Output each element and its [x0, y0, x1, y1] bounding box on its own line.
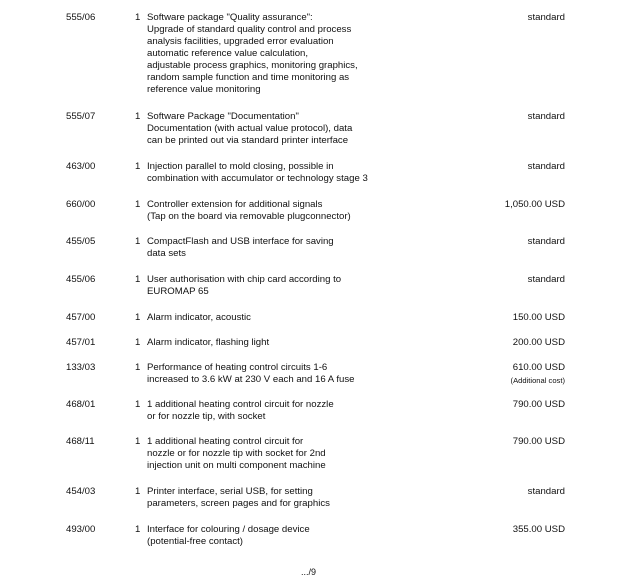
- description-line: data sets: [147, 248, 186, 259]
- item-price: [513, 337, 565, 349]
- item-code: 555/06: [66, 12, 96, 23]
- item-description: [147, 399, 467, 423]
- price-value: 150.00 USD: [512, 312, 565, 323]
- description-line: Performance of heating control circuits 1-6: [147, 362, 328, 373]
- item-price: [528, 161, 565, 173]
- description-line: increased to 3.6 kW at 230 V each and 16 A fuse: [147, 374, 355, 385]
- page-continuation: .../9: [300, 567, 316, 577]
- description-line: injection unit on multi component machine: [147, 460, 326, 471]
- item-description: [147, 362, 467, 386]
- price-value: standard: [527, 274, 565, 285]
- item-quantity: 1: [135, 524, 141, 535]
- item-description: [147, 111, 467, 147]
- description-line: analysis facilities, upgraded error evaluation: [147, 36, 334, 47]
- description-line: or for nozzle tip, with socket: [147, 411, 266, 422]
- item-description: [147, 436, 467, 472]
- item-quantity: 1: [135, 111, 141, 122]
- item-code: 457/01: [66, 337, 96, 348]
- item-price: [511, 362, 565, 386]
- item-quantity: 1: [135, 337, 141, 348]
- item-description: [147, 199, 467, 223]
- item-quantity: 1: [135, 236, 141, 247]
- item-price: [528, 236, 565, 248]
- item-price: [528, 111, 565, 123]
- description-line: automatic reference value calculation,: [147, 48, 309, 59]
- item-code: 660/00: [66, 199, 96, 210]
- description-line: 1 additional heating control circuit for: [147, 436, 304, 447]
- item-description: [147, 274, 467, 298]
- description-line: random sample function and time monitoring as: [147, 72, 350, 83]
- item-description: [147, 337, 467, 349]
- description-line: Interface for colouring / dosage device: [147, 524, 310, 535]
- price-value: standard: [527, 236, 565, 247]
- description-line: EUROMAP 65: [147, 286, 209, 297]
- description-line: (potential-free contact): [147, 536, 243, 547]
- item-code: 454/03: [66, 486, 96, 497]
- item-description: [147, 486, 467, 510]
- description-line: adjustable process graphics, monitoring graphics,: [147, 60, 358, 71]
- item-description: [147, 312, 467, 324]
- item-quantity: 1: [135, 362, 141, 373]
- item-price: [513, 524, 565, 536]
- description-line: parameters, screen pages and for graphics: [147, 498, 330, 509]
- item-code: 493/00: [66, 524, 96, 535]
- item-code: 133/03: [66, 362, 96, 373]
- price-value: 1,050.00 USD: [504, 199, 565, 210]
- price-value: 790.00 USD: [512, 399, 565, 410]
- description-line: Alarm indicator, flashing light: [147, 337, 270, 348]
- item-price: [513, 312, 565, 324]
- description-line: Controller extension for additional signals: [147, 199, 323, 210]
- item-code: 555/07: [66, 111, 96, 122]
- description-line: Software Package "Documentation": [147, 111, 299, 122]
- item-quantity: 1: [135, 12, 141, 23]
- item-code: 468/11: [66, 436, 95, 447]
- item-quantity: 1: [135, 436, 141, 447]
- description-line: User authorisation with chip card according to: [147, 274, 342, 285]
- item-quantity: 1: [135, 274, 141, 285]
- description-line: Injection parallel to mold closing, possible in: [147, 161, 334, 172]
- description-line: reference value monitoring: [147, 84, 261, 95]
- description-line: Printer interface, serial USB, for setting: [147, 486, 313, 497]
- item-price: [513, 399, 565, 411]
- price-value: standard: [527, 486, 565, 497]
- item-price: [513, 436, 565, 448]
- description-line: CompactFlash and USB interface for saving: [147, 236, 334, 247]
- item-quantity: 1: [135, 312, 141, 323]
- item-quantity: 1: [135, 486, 141, 497]
- price-value: standard: [527, 111, 565, 122]
- item-code: 468/01: [66, 399, 96, 410]
- item-quantity: 1: [135, 399, 141, 410]
- price-value: standard: [527, 161, 565, 172]
- description-line: Documentation (with actual value protocol), data: [147, 123, 353, 134]
- item-description: [147, 524, 467, 548]
- item-code: 455/06: [66, 274, 96, 285]
- item-price: [528, 274, 565, 286]
- price-value: 610.00 USD: [512, 362, 565, 373]
- item-price: [528, 486, 565, 498]
- price-value: 200.00 USD: [512, 337, 565, 348]
- item-description: [147, 12, 467, 96]
- description-line: combination with accumulator or technology stage 3: [147, 173, 368, 184]
- description-line: Alarm indicator, acoustic: [147, 312, 251, 323]
- description-line: (Tap on the board via removable plugconnector): [147, 211, 351, 222]
- item-quantity: 1: [135, 161, 141, 172]
- description-line: Software package "Quality assurance":: [147, 12, 313, 23]
- price-value: 790.00 USD: [512, 436, 565, 447]
- item-price: [528, 12, 565, 24]
- item-code: 463/00: [66, 161, 96, 172]
- item-description: [147, 236, 467, 260]
- description-line: 1 additional heating control circuit for nozzle: [147, 399, 334, 410]
- item-code: 457/00: [66, 312, 96, 323]
- description-line: can be printed out via standard printer interface: [147, 135, 349, 146]
- item-description: [147, 161, 467, 185]
- description-line: nozzle or for nozzle tip with socket for 2nd: [147, 448, 326, 459]
- item-quantity: 1: [135, 199, 141, 210]
- description-line: Upgrade of standard quality control and process: [147, 24, 352, 35]
- price-value: 355.00 USD: [512, 524, 565, 535]
- price-note: (Additional cost): [510, 376, 565, 385]
- item-price: [505, 199, 565, 211]
- price-value: standard: [527, 12, 565, 23]
- item-code: 455/05: [66, 236, 96, 247]
